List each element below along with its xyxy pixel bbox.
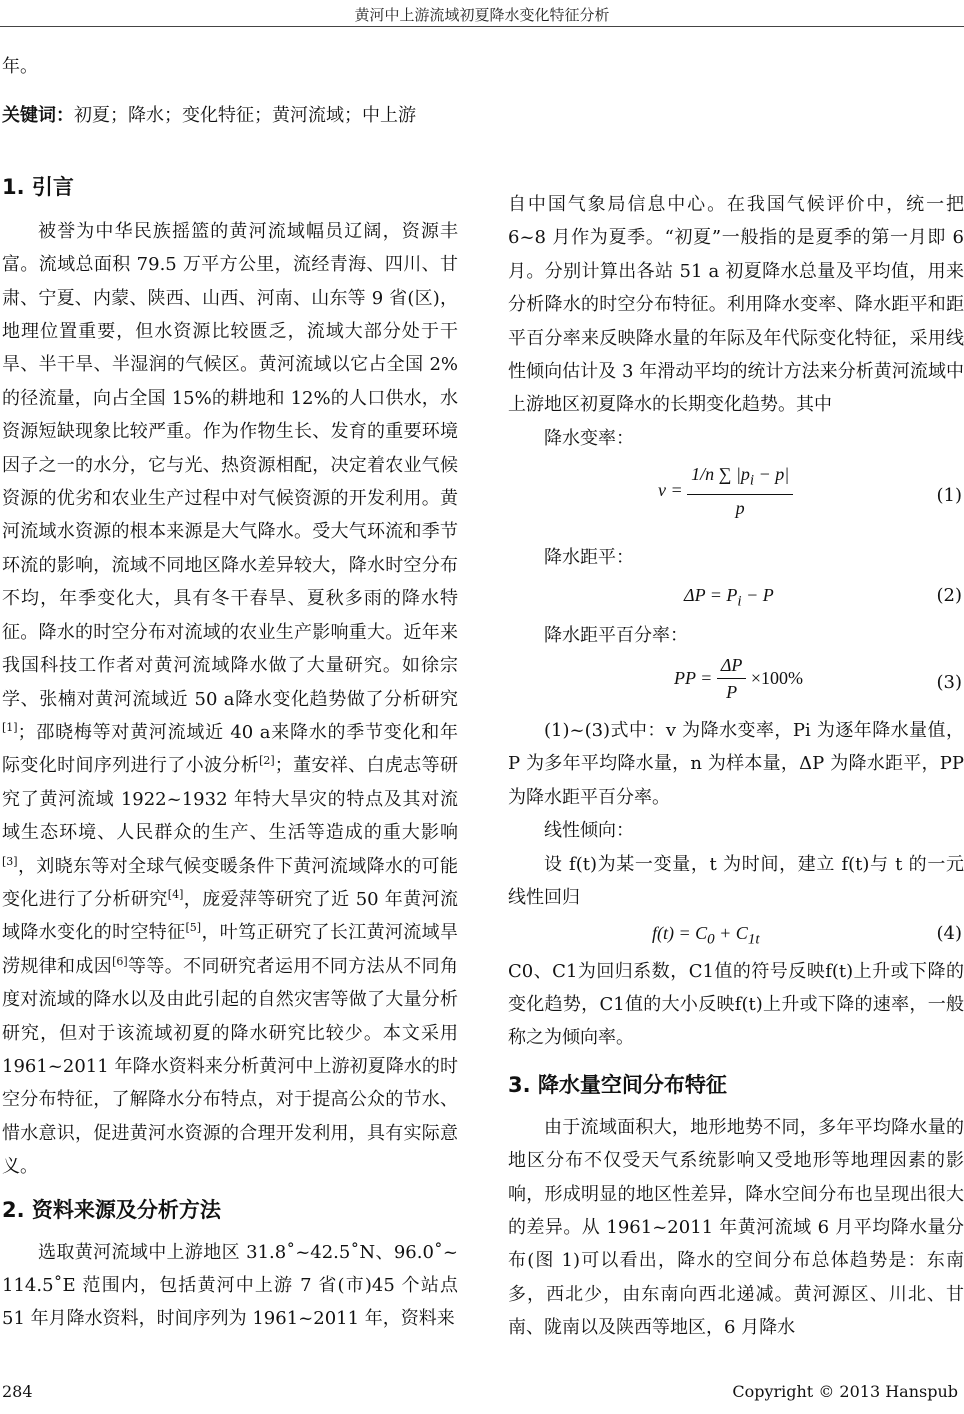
methods-paragraph: 自中国气象局信息中心。在我国气候评价中，统一把 6~8 月作为夏季。“初夏”一般指的是夏季的第一月即 6 月。分别计算出各站 51 a 初夏降水总量及平均值，用来分析降水的时空分布特征。利用降水变率、降水距平和距平百分率来反映降水量的年际及年代际变化特征，采用线性倾向估计及 3 年滑动平均的统计方法来分析黄河流域中上游地区初夏降水的长期变化趋势。其中 (508, 194, 964, 416)
copyright: Copyright © 2013 Hanspub (732, 1382, 958, 1401)
equation-4-number: (4) (936, 922, 962, 944)
equation-4-formula: $f(t) = C_0 + C_{1t}$ (652, 922, 760, 948)
equation-4 (508, 915, 964, 955)
keywords-label: 关键词： (2, 105, 74, 127)
equation-2-formula: $\Delta P = P_i - P$ (684, 584, 774, 610)
text-run: ，叶笃正研究了长江黄河流域旱涝规律和成因 (2, 922, 459, 977)
equation-3 (508, 652, 964, 714)
section-2-title: 2. 资料来源及分析方法 (2, 1197, 221, 1222)
eq1-label: 降水变率： (544, 427, 634, 449)
equation-3-formula: PP = $\frac{\Delta P}{P}$ ×100% (674, 652, 803, 705)
equation-1-number: (1) (936, 485, 962, 507)
citation-2: [2] (259, 754, 275, 768)
running-header: 黄河中上游流域初夏降水变化特征分析 (354, 6, 610, 24)
section-1-title: 1. 引言 (2, 174, 74, 199)
equation-2-number: (2) (936, 584, 962, 606)
text-run: ；邵晓梅等对黄河流域近 40 a来降水的季节变化和年际变化时间序列进行了小波分析 (2, 721, 458, 777)
equation-2 (508, 575, 964, 619)
regression-paragraph: 设 f(t)为某一变量，t 为时间，建立 f(t)与 t 的一元线性回归 (508, 853, 964, 909)
equation-1 (508, 455, 964, 541)
text-run: 等等。不同研究者运用不同方法从不同角度对流域的降水以及由此引起的自然灾害等做了大量分析研究，但对于该流域初夏的降水研究比较少。本文采用 1961~2011 年降水资料来分析黄河中上游初夏降水的时空分布特征，了解降水分布特点，对于提高公众的节水、惜水意识，促进黄河水资源的合理开发利用，具有实际意义。 (2, 955, 459, 1178)
keywords: 初夏；降水；变化特征；黄河流域；中上游 (74, 105, 416, 127)
section-2-paragraph: 选取黄河流域中上游地区 31.8˚~42.5˚N、96.0˚~ 114.5˚E 范围内，包括黄河中上游 7 省(市)45 个站点 51 年月降水资料，时间序列为 1961~2011 年，资料来 (2, 1241, 458, 1330)
header-rule (0, 26, 964, 27)
section-3-paragraph: 由于流域面积大，地形地势不同，多年平均降水量的地区分布不仅受天气系统影响又受地形等地理因素的影响，形成明显的地区性差异，降水空间分布也呈现出很大的差异。从 1961~2011 年黄河流域 6 月平均降水量分布(图 1)可以看出，降水的空间分布总体趋势是：东南多，西北少，由东南向西北递减。黄河源区、川北、甘南、陇南以及陕西等地区，6 月降水 (508, 1116, 964, 1339)
left-column (2, 50, 458, 1336)
text-run: 被誉为中华民族摇篮的黄河流域幅员辽阔，资源丰富。流域总面积 79.5 万平方公里，流经青海、四川、甘肃、宁夏、内蒙、陕西、山西、河南、山东等 9 省(区)，地理位置重要，但水资源比较匮乏，流域大部分处于干旱、半干旱、半湿润的气候区。黄河流域以它占全国 2%的径流量，向占全国 15%的耕地和 12%的人口供水，水资源短缺现象比较严重。作为作物生长、发育的重要环境因子之一的水分，它与光、热资源相配，决定着农业气候资源的优劣和农业生产过程中对气候资源的开发利用。黄河流域水资源的根本来源是大气降水。受大气环流和季节环流的影响，流域不同地区降水差异较大，降水时空分布不均，年季变化大，具有冬干春旱、夏秋多雨的降水特征。降水的时空分布对流域的农业生产影响重大。近年来我国科技工作者对黄河流域降水做了大量研究。如徐宗学、张楠对黄河流域近 50 a降水变化趋势做了分析研究 (2, 220, 458, 710)
citation-3: [3] (2, 854, 18, 868)
text-run: ；董安祥、白虎志等研究了黄河流域 1922~1932 年特大旱灾的特点及其对流域生态环境、人民群众的生产、生活等造成的重大影响 (2, 755, 459, 844)
section-1-paragraph (2, 215, 458, 1184)
citation-5: [5] (185, 921, 202, 935)
trend-label: 线性倾向： (544, 820, 634, 842)
keywords-line (2, 99, 458, 132)
equation-3-number: (3) (936, 672, 962, 694)
eq3-label: 降水距平百分率： (544, 624, 688, 646)
right-column (508, 188, 964, 1345)
text-run: ，庞爱萍等研究了近 50 年黄河流域降水变化的时空特征 (2, 888, 459, 944)
abstract-tail: 年。 (2, 56, 38, 77)
text-run: ，刘晓东等对全球气候变暖条件下黄河流域降水的可能变化进行了分析研究 (2, 855, 458, 910)
section-3-title: 3. 降水量空间分布特征 (508, 1072, 727, 1097)
variables-paragraph: (1)~(3)式中：v 为降水变率，Pi 为逐年降水量值，P 为多年平均降水量，n 为样本量，ΔP 为降水距平，PP 为降水距平百分率。 (508, 720, 964, 808)
citation-4: [4] (167, 887, 184, 901)
page-number: 284 (2, 1382, 33, 1401)
citation-1: [1] (2, 720, 18, 734)
coefficients-paragraph: C0、C1为回归系数，C1值的符号反映f(t)上升或下降的变化趋势，C1值的大小反映f(t)上升或下降的速率，一般称之为倾向率。 (508, 960, 964, 1049)
eq2-label: 降水距平： (544, 547, 634, 569)
equation-1-formula: v = $\frac{1/n \sum |p_i - p|}{p}$ (658, 461, 793, 521)
citation-6: [6] (112, 954, 128, 968)
